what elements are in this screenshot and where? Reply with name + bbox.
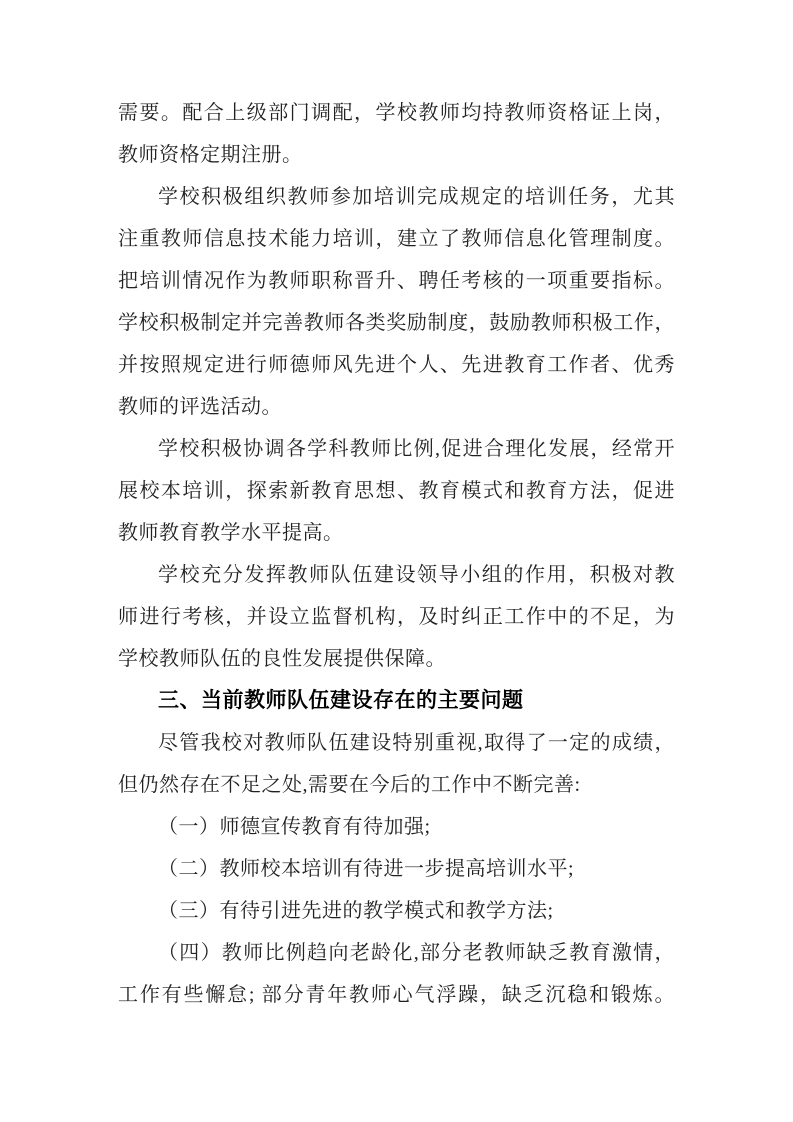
text-line: 学校充分发挥教师队伍建设领导小组的作用，积极对教 [158, 564, 675, 586]
text-line: 教师资格定期注册。 [118, 144, 303, 166]
list-item: （三）有待引进先进的教学模式和教学方法; [158, 900, 554, 922]
text-line: 注重教师信息技术能力培训，建立了教师信息化管理制度。 [118, 228, 675, 250]
list-item: （一）师德宣传教育有待加强; [158, 816, 431, 838]
document-content [118, 92, 675, 1016]
text-line: 并按照规定进行师德师风先进个人、先进教育工作者、优秀 [118, 354, 675, 376]
text-line: 展校本培训，探索新教育思想、教育模式和教育方法，促进 [118, 480, 675, 502]
text-line: 教师的评选活动。 [118, 396, 282, 418]
text-line: 把培训情况作为教师职称晋升、聘任考核的一项重要指标。 [118, 270, 675, 292]
text-line: 工作有些懈怠; 部分青年教师心气浮躁，缺乏沉稳和锻炼。 [118, 984, 675, 1006]
text-line: 教师教育教学水平提高。 [118, 522, 344, 544]
list-item: （二）教师校本培训有待进一步提高培训水平; [158, 858, 575, 880]
text-line: 需要。配合上级部门调配，学校教师均持教师资格证上岗， [118, 102, 675, 124]
text-line: 师进行考核，并设立监督机构，及时纠正工作中的不足，为 [118, 606, 675, 628]
text-line: 学校积极组织教师参加培训完成规定的培训任务，尤其 [158, 186, 675, 208]
text-line: 尽管我校对教师队伍建设特别重视,取得了一定的成绩， [158, 732, 675, 754]
list-item: （四）教师比例趋向老龄化,部分老教师缺乏教育激情， [158, 942, 675, 964]
text-line: 学校积极协调各学科教师比例,促进合理化发展，经常开 [158, 438, 675, 460]
section-heading: 三、当前教师队伍建设存在的主要问题 [158, 689, 524, 712]
text-line: 学校积极制定并完善教师各类奖励制度，鼓励教师积极工作， [118, 312, 675, 334]
text-line: 学校教师队伍的良性发展提供保障。 [118, 648, 446, 670]
text-line: 但仍然存在不足之处,需要在今后的工作中不断完善: [118, 774, 581, 796]
